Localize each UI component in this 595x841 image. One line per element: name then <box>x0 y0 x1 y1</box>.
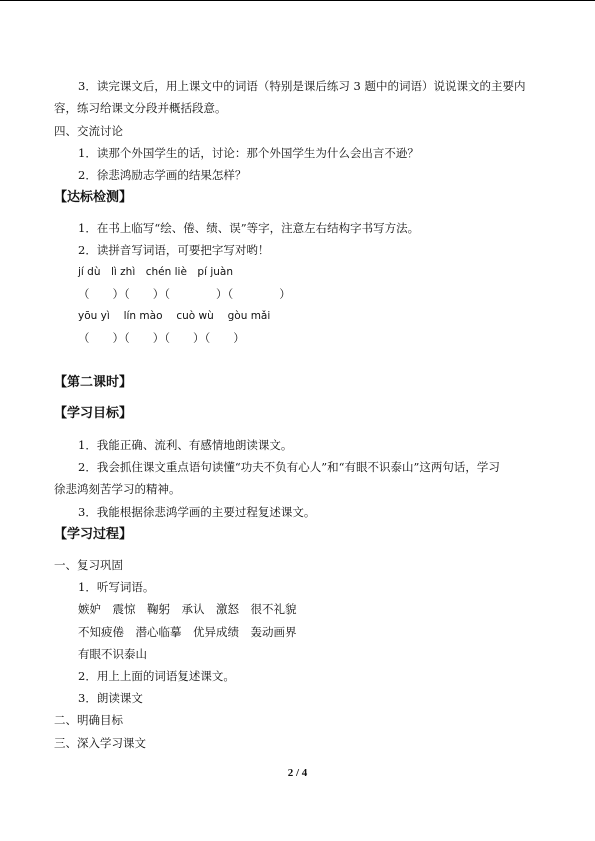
section-deep-study: 三、深入学习课文 <box>54 736 146 750</box>
vocab-row-2: 不知疲倦 潜心临摹 优异成绩 轰动画界 <box>78 625 297 639</box>
heading-second-lesson: 【第二课时】 <box>54 375 133 390</box>
heading-learning-process: 【学习过程】 <box>54 527 133 542</box>
line-4: 2．徐悲鸿励志学画的结果怎样？ <box>78 168 247 182</box>
blank-row-2: （ ）（ ）（ ）（ ） <box>78 331 245 345</box>
page-number: 2 / 4 <box>287 767 308 779</box>
pinyin-row-1: jí dù lì zhì chén liè pí juàn <box>78 266 234 278</box>
pinyin-row-2: yōu yì lín mào cuò wù gòu mǎi <box>78 310 271 322</box>
line-16: 徐悲鸿刻苦学习的精神。 <box>54 482 181 496</box>
line-7: 2．读拼音写词语，可要把字写对哟！ <box>78 243 270 257</box>
blank-row-1: （ ）（ ）（ ）（ ） <box>78 287 291 301</box>
line-0: 3．读完课文后，用上课文中的词语（特别是课后练习 3 题中的词语）说说课文的主要内 <box>78 79 526 93</box>
vocab-row-1: 嫉妒 震惊 鞠躬 承认 激怒 很不礼貌 <box>78 602 297 616</box>
heading-assessment: 【达标检测】 <box>54 190 133 205</box>
line-24: 2．用上上面的词语复述课文。 <box>78 669 235 683</box>
line-20: 1．听写词语。 <box>78 580 155 594</box>
page-top-border <box>0 0 595 1</box>
vocab-row-3: 有眼不识泰山 <box>78 647 147 661</box>
line-25: 3．朗读课文 <box>78 691 143 705</box>
section-clarify-goals: 二、明确目标 <box>54 713 123 727</box>
line-15: 2．我会抓住课文重点语句读懂“功夫不负有心人”和“有眼不识泰山”这两句话，学习 <box>78 460 500 474</box>
line-1: 容，练习给课文分段并概括段意。 <box>54 101 227 115</box>
line-6: 1．在书上临写“绘、倦、绩、误”等字，注意左右结构字书写方法。 <box>78 221 420 235</box>
heading-learning-goals: 【学习目标】 <box>54 406 133 421</box>
line-17: 3．我能根据徐悲鸿学画的主要过程复述课文。 <box>78 505 316 519</box>
section-review: 一、复习巩固 <box>54 558 123 572</box>
line-3: 1．读那个外国学生的话，讨论：那个外国学生为什么会出言不逊？ <box>78 146 419 160</box>
line-14: 1．我能正确、流利、有感情地朗读课文。 <box>78 438 293 452</box>
section-heading-discussion: 四、交流讨论 <box>54 124 123 138</box>
